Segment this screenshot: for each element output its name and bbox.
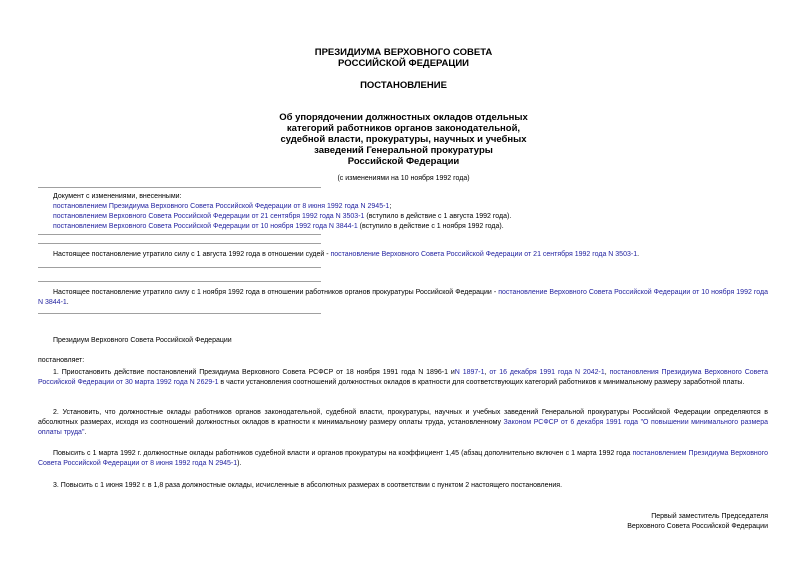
org-line1: ПРЕЗИДИУМА ВЕРХОВНОГО СОВЕТА bbox=[314, 47, 493, 58]
change-link[interactable]: постановлением Верховного Совета Российской Федерации от 21 сентября 1992 года N 3503-1 bbox=[53, 213, 365, 220]
org-line2: РОССИЙСКОЙ ФЕДЕРАЦИИ bbox=[337, 58, 469, 69]
title-line: заведений Генеральной прокуратуры bbox=[314, 145, 493, 156]
p1-text-end: в части установления соотношений должностных окладов в кратности для соответствующих категорий работников к минимальному размеру заработной платы. bbox=[218, 379, 745, 386]
change-link[interactable]: постановлением Верховного Совета Российской Федерации от 10 ноября 1992 года N 3844-1 bbox=[53, 223, 358, 230]
p2-text: 2. Установить, что должностные оклады работников органов законодательной, судебной власти, прокуратуры, научных и учебных заведений Генеральной прокуратуры Российской Федерации определяются в абсолютных размерах, исходя из соотношений должностных окладов в кратности к минимальному размеру оплаты труда, установленному bbox=[38, 409, 768, 426]
notice-link[interactable]: постановление Верховного Совета Российской Федерации от 10 ноября 1992 года N 3844-1 bbox=[38, 289, 768, 306]
divider bbox=[38, 243, 321, 244]
divider bbox=[38, 267, 321, 268]
notice-link[interactable]: постановление Верховного Совета Российской Федерации от 21 сентября 1992 года N 3503-1 bbox=[330, 251, 638, 258]
revision-note: (с изменениями на 10 ноября 1992 года) bbox=[337, 175, 470, 182]
divider bbox=[38, 234, 321, 235]
title-line: Российской Федерации bbox=[347, 156, 460, 167]
p3-end: ). bbox=[237, 460, 242, 467]
doc-type: ПОСТАНОВЛЕНИЕ bbox=[360, 80, 447, 91]
title-line: судебной власти, прокуратуры, научных и учебных bbox=[280, 134, 527, 145]
signature-line1: Первый заместитель Председателя bbox=[651, 513, 768, 520]
decrees-word: постановляет: bbox=[38, 357, 85, 364]
changes-block bbox=[53, 192, 773, 232]
p3-link[interactable]: постановлением Президиума Верховного Совета Российской Федерации от 8 июня 1992 года N 2945-1 bbox=[38, 450, 768, 467]
paragraph-2 bbox=[38, 408, 768, 438]
title-line: категорий работников органов законодательной, bbox=[286, 123, 521, 134]
divider bbox=[38, 313, 321, 314]
p1-sep: , bbox=[604, 369, 610, 376]
issuer: Президиум Верховного Совета Российской Федерации bbox=[53, 337, 232, 344]
change-item bbox=[53, 222, 773, 232]
paragraph-1 bbox=[38, 368, 768, 388]
signature bbox=[470, 512, 768, 532]
divider bbox=[38, 281, 321, 282]
paragraph-4: 3. Повысить с 1 июня 1992 г. в 1,8 раза должностные оклады, исчисленные в абсолютных размерах в соответствии с пунктом 2 настоящего постановления. bbox=[53, 482, 563, 489]
p1-link-2[interactable]: от 16 декабря 1991 года N 2042-1 bbox=[489, 369, 605, 376]
p2-link[interactable]: Законом РСФСР от 6 декабря 1991 года "О повышении минимального размера оплаты труда" bbox=[38, 419, 768, 436]
change-suffix: ; bbox=[389, 203, 392, 210]
change-item bbox=[53, 202, 773, 212]
notice-end: . bbox=[637, 251, 640, 258]
notice-end: . bbox=[66, 299, 69, 306]
notice-1 bbox=[53, 250, 773, 260]
p2-end: . bbox=[84, 429, 87, 436]
paragraph-3 bbox=[38, 449, 768, 469]
doc-title bbox=[0, 112, 807, 167]
notice-text: Настоящее постановление утратило силу с 1 августа 1992 года в отношении судей - bbox=[53, 251, 331, 258]
notice-text: Настоящее постановление утратило силу с 1 ноября 1992 года в отношении работников органов прокуратуры Российской Федерации - bbox=[53, 289, 497, 296]
signature-line2: Верховного Совета Российской Федерации bbox=[627, 523, 768, 530]
changes-intro: Документ с изменениями, внесенными: bbox=[53, 193, 182, 200]
notice-2 bbox=[38, 288, 768, 308]
title-line: Об упорядочении должностных окладов отдельных bbox=[279, 112, 528, 123]
change-link[interactable]: постановлением Президиума Верховного Совета Российской Федерации от 8 июня 1992 года N 2945-1 bbox=[53, 203, 390, 210]
header-org bbox=[0, 47, 807, 69]
divider bbox=[38, 187, 321, 188]
change-item bbox=[53, 212, 773, 222]
p3-text: Повысить с 1 марта 1992 г. должностные оклады работников судебной власти и органов прокуратуры на коэффициент 1,45 (абзац дополнительно включен с 1 марта 1992 года bbox=[53, 450, 633, 457]
p1-sep: , bbox=[484, 369, 490, 376]
p1-link-1[interactable]: N 1897-1 bbox=[454, 369, 485, 376]
p1-link-3[interactable]: постановления Президиума Верховного Совета Российской Федерации от 30 марта 1992 года N 2629-1 bbox=[38, 369, 768, 386]
change-suffix: (вступило в действие с 1 ноября 1992 года). bbox=[357, 223, 504, 230]
change-suffix: (вступило в действие с 1 августа 1992 года). bbox=[364, 213, 512, 220]
p1-text: 1. Приостановить действие постановлений Президиума Верховного Совета РСФСР от 18 ноября 1991 года N 1896-1 и bbox=[53, 369, 455, 376]
